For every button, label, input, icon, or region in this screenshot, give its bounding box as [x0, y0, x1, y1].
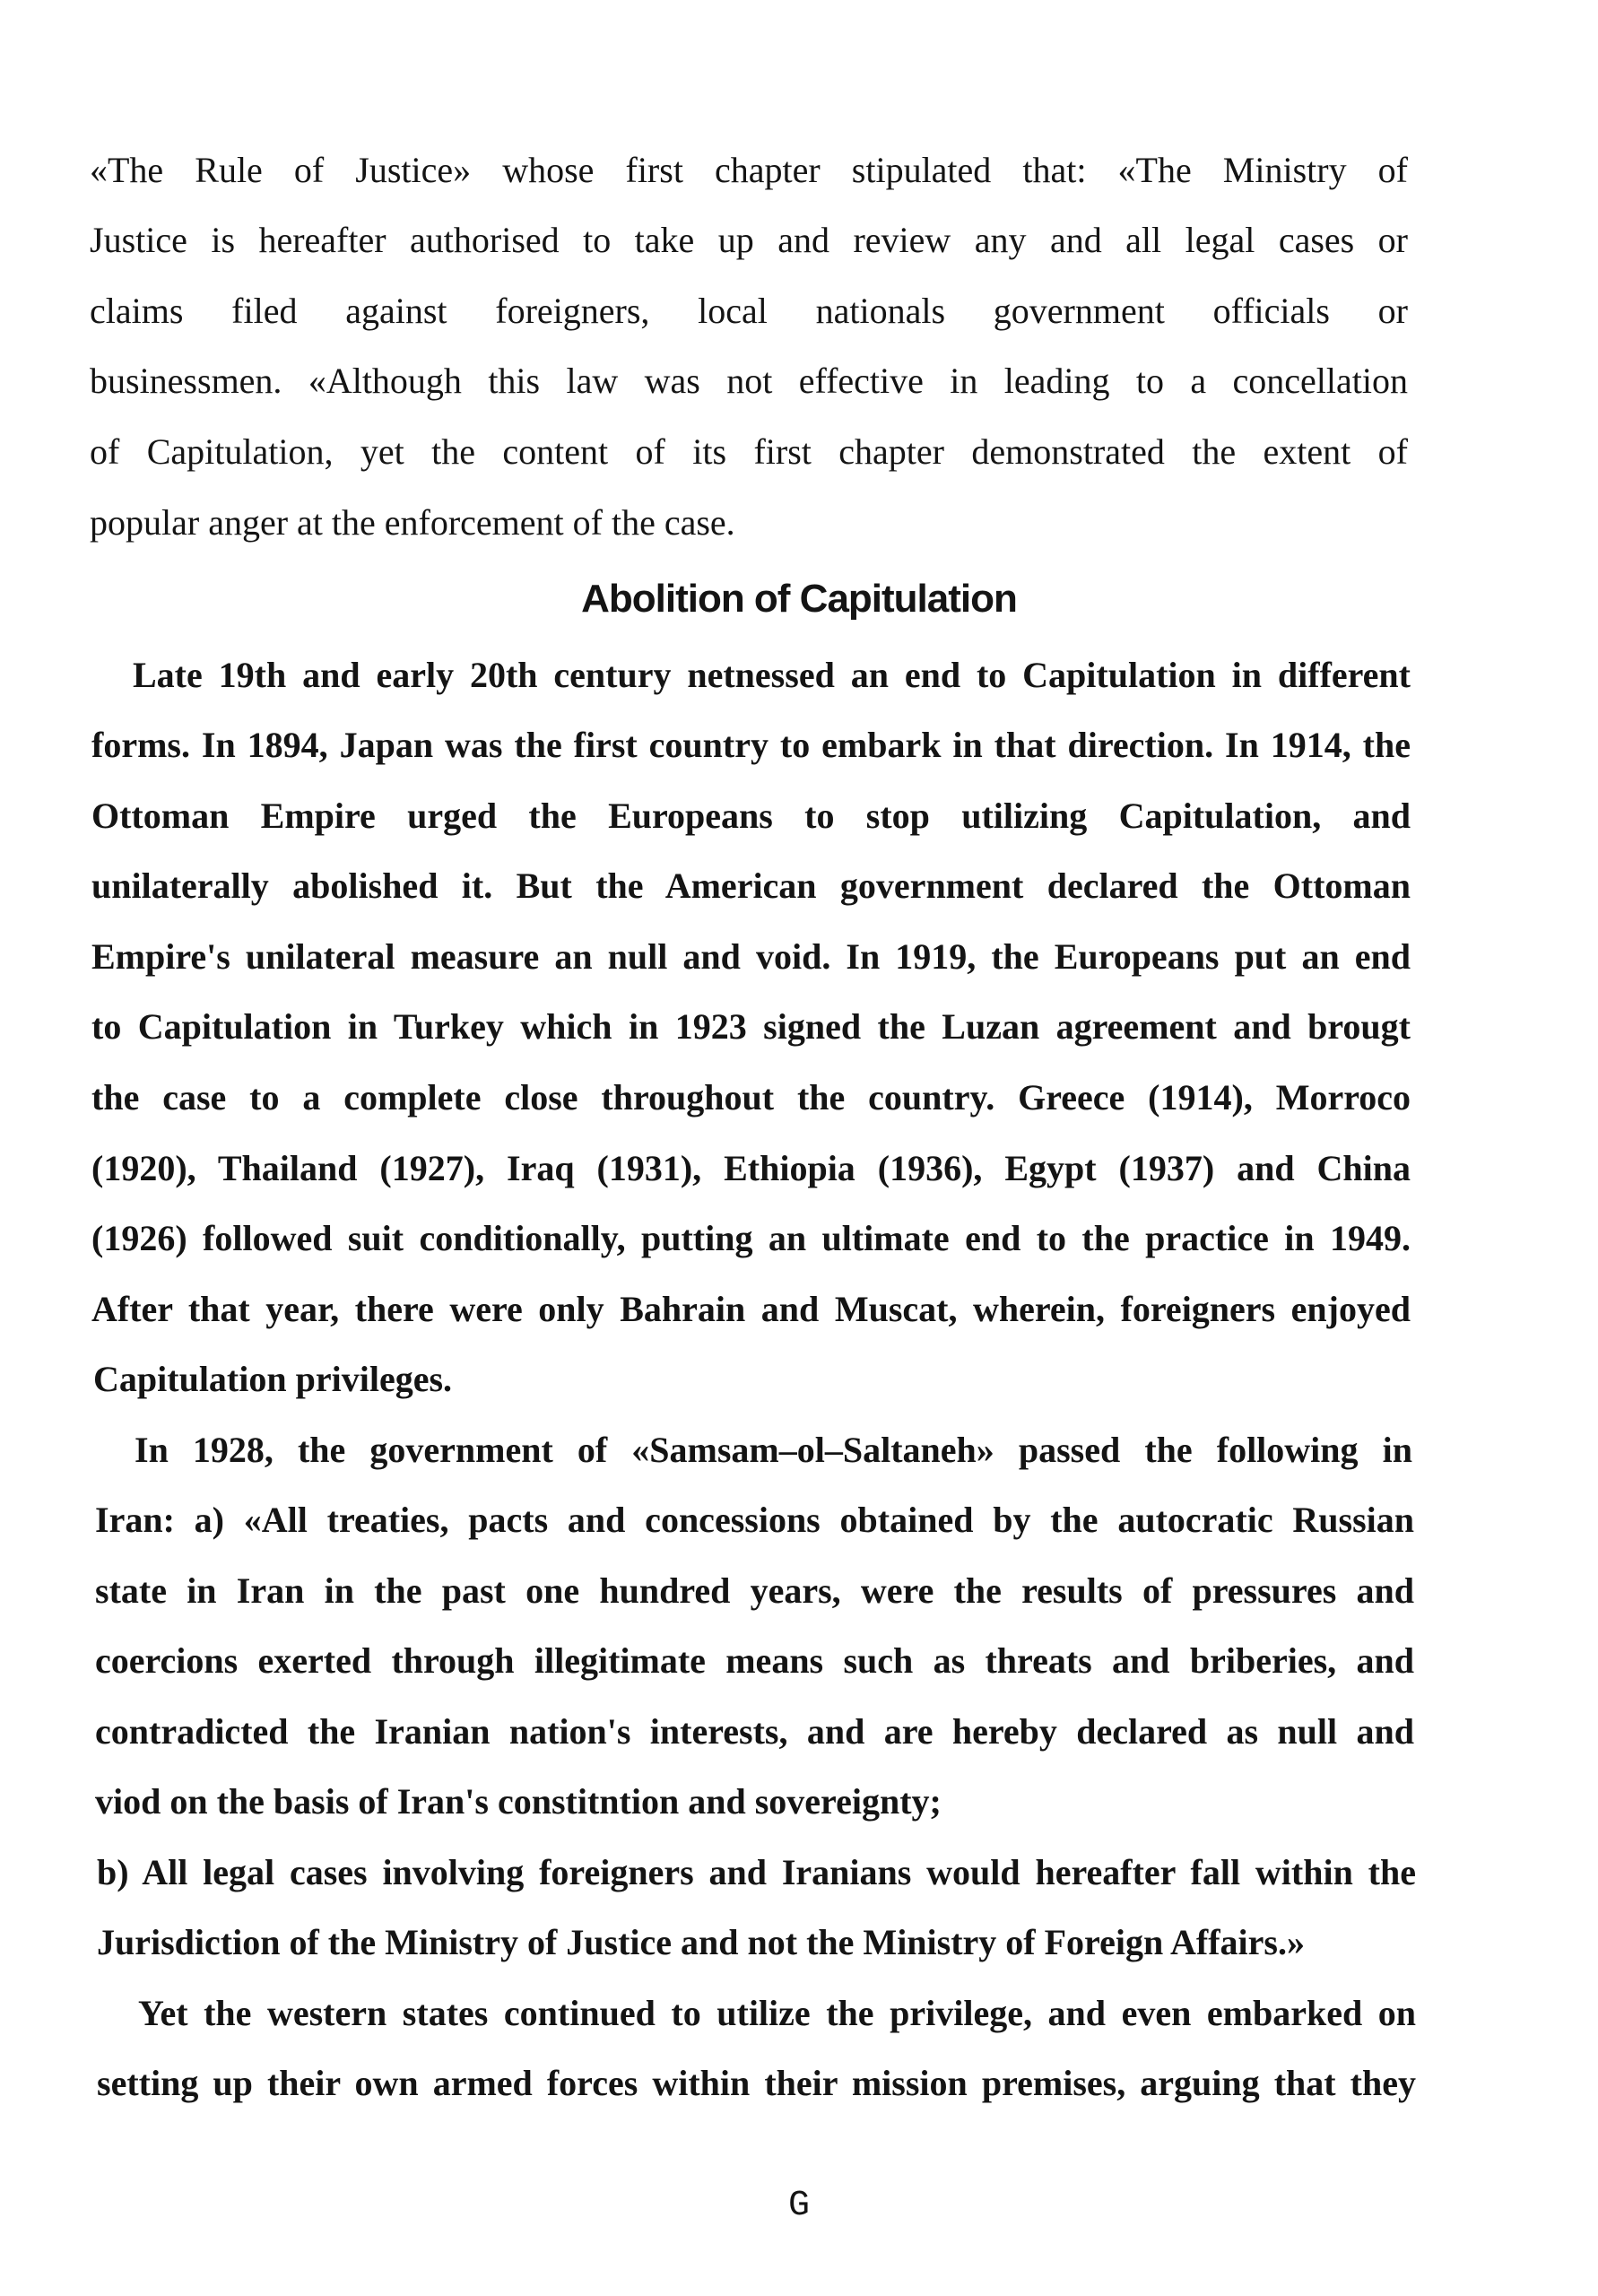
- text-line: (1926) followed suit conditionally, putting an ultimate end to the practice in 1949.: [91, 1218, 1411, 1258]
- text-line: Iran: a) «All treaties, pacts and concessions obtained by the autocratic Russian: [95, 1500, 1414, 1540]
- text-line: Capitulation privileges.: [93, 1359, 453, 1399]
- text-line: «The Rule of Justice» whose first chapter stipulated that: «The Ministry of: [90, 150, 1408, 190]
- text-line: viod on the basis of Iran's constitntion and sovereignty;: [95, 1781, 942, 1822]
- text-line: unilaterally abolished it. But the American government declared the Ottoman: [91, 865, 1411, 906]
- text-line: the case to a complete close throughout the country. Greece (1914), Morroco: [91, 1077, 1411, 1118]
- text-line: After that year, there were only Bahrain and Muscat, wherein, foreigners enjoyed: [91, 1289, 1411, 1329]
- text-line: to Capitulation in Turkey which in 1923 signed the Luzan agreement and brougt: [91, 1006, 1411, 1047]
- text-line: Yet the western states continued to utilize the privilege, and even embarked on: [138, 1993, 1416, 2033]
- page-number: G: [787, 2186, 810, 2226]
- text-line: b) All legal cases involving foreigners and Iranians would hereafter fall within the: [97, 1852, 1416, 1892]
- text-line: coercions exerted through illegitimate means such as threats and briberies, and: [95, 1640, 1414, 1681]
- text-line: Empire's unilateral measure an null and void. In 1919, the Europeans put an end: [91, 936, 1411, 977]
- text-line: (1920), Thailand (1927), Iraq (1931), Ethiopia (1936), Egypt (1937) and China: [91, 1148, 1411, 1188]
- text-line: forms. In 1894, Japan was the first country to embark in that direction. In 1914, the: [91, 725, 1411, 765]
- text-line: state in Iran in the past one hundred years, were the results of pressures and: [95, 1570, 1414, 1611]
- text-line: contradicted the Iranian nation's interests, and are hereby declared as null and: [95, 1711, 1414, 1752]
- text-line: popular anger at the enforcement of the case.: [90, 502, 735, 543]
- section-heading: Abolition of Capitulation: [581, 577, 1017, 621]
- text-line: of Capitulation, yet the content of its first chapter demonstrated the extent of: [90, 431, 1408, 472]
- text-line: businessmen. «Although this law was not effective in leading to a concellation: [90, 361, 1408, 401]
- text-line: Justice is hereafter authorised to take up and review any and all legal cases or: [90, 220, 1408, 260]
- text-line: Ottoman Empire urged the Europeans to stop utilizing Capitulation, and: [91, 796, 1411, 836]
- text-line: Late 19th and early 20th century netnessed an end to Capitulation in different: [133, 655, 1411, 695]
- text-line: In 1928, the government of «Samsam–ol–Saltaneh» passed the following in: [135, 1430, 1412, 1470]
- text-line: setting up their own armed forces within their mission premises, arguing that they: [97, 2063, 1416, 2103]
- text-line: claims filed against foreigners, local nationals government officials or: [90, 291, 1408, 331]
- text-line: Jurisdiction of the Ministry of Justice and not the Ministry of Foreign Affairs.»: [97, 1922, 1305, 1962]
